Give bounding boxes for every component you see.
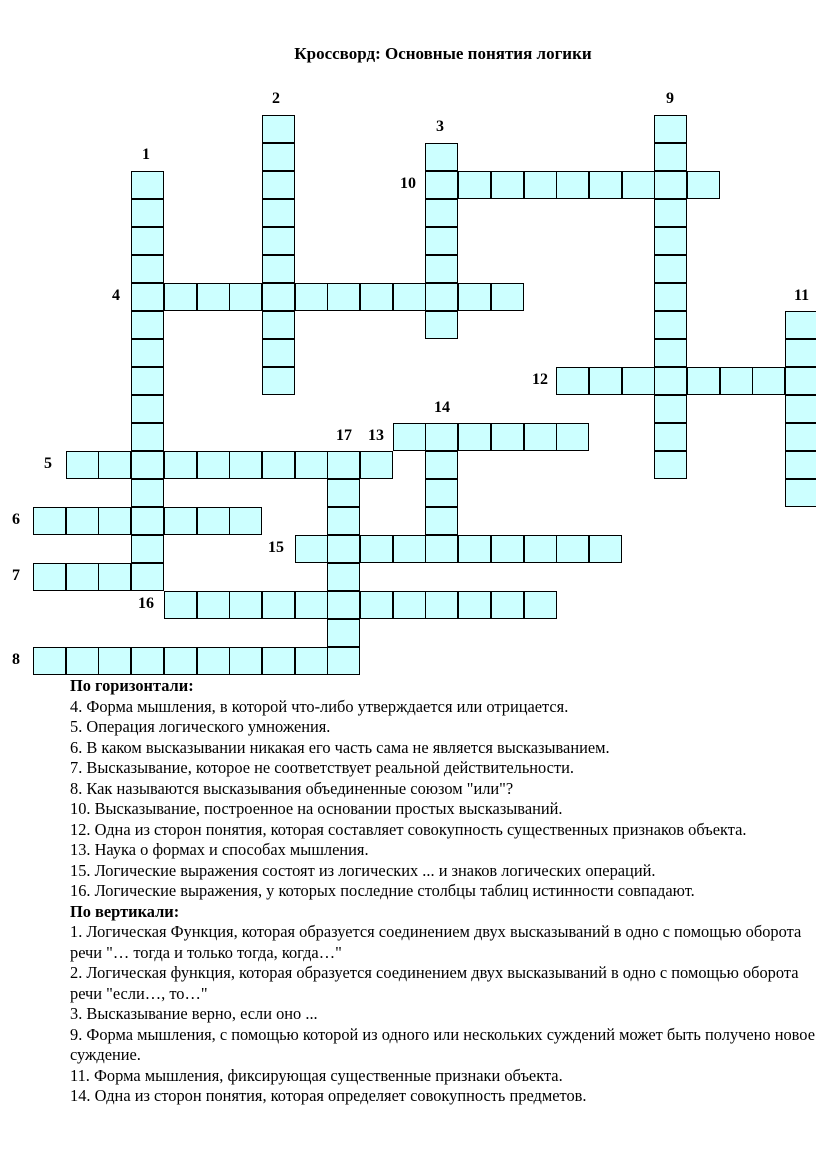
crossword-cell-across-7[interactable] bbox=[33, 563, 66, 591]
clue-down-9: 9. Форма мышления, с помощью которой из одного или нескольких суждений может быть получено новое суждение. bbox=[70, 1024, 815, 1064]
crossword-cell-across-12[interactable] bbox=[622, 367, 655, 395]
clue-number-9: 9 bbox=[666, 90, 674, 107]
crossword-cell-across-13[interactable] bbox=[524, 423, 557, 451]
clue-down-3: 3. Высказывание верно, если оно ... bbox=[70, 1004, 318, 1023]
crossword-cell-across-8[interactable] bbox=[164, 647, 197, 675]
crossword-cell-down-1[interactable] bbox=[131, 535, 164, 563]
crossword-cell-down-1[interactable] bbox=[131, 227, 164, 255]
crossword-cell-down-1[interactable] bbox=[131, 479, 164, 507]
clues-section bbox=[70, 676, 816, 1107]
crossword-cell-down-2[interactable] bbox=[262, 227, 295, 255]
crossword-cell-across-4[interactable] bbox=[164, 283, 197, 311]
clue-across-15: 15. Логические выражения состоят из логических ... и знаков логических операций. bbox=[70, 860, 656, 880]
clue-across-16: 16. Логические выражения, у которых последние столбцы таблиц истинности совпадают. bbox=[70, 881, 695, 900]
crossword-cell-across-4[interactable] bbox=[197, 283, 230, 311]
crossword-cell-down-3[interactable] bbox=[425, 199, 458, 227]
clue-across-4: 4. Форма мышления, в которой что-либо утверждается или отрицается. bbox=[70, 696, 569, 716]
crossword-cell-across-12[interactable] bbox=[752, 367, 785, 395]
crossword-cell-down-17[interactable] bbox=[327, 563, 360, 591]
crossword-cell-across-10[interactable] bbox=[687, 171, 720, 199]
crossword-cell-across-16[interactable] bbox=[262, 591, 295, 619]
clue-down-1: 1. Логическая Функция, которая образуется соединением двух высказываний в одно с помощью оборота речи "… тогда и только тогда, когда…" bbox=[70, 922, 802, 962]
crossword-cell-down-2[interactable] bbox=[262, 283, 295, 311]
clue-number-4: 4 bbox=[112, 287, 120, 304]
crossword-cell-across-4[interactable] bbox=[295, 283, 328, 311]
crossword-cell-across-6[interactable] bbox=[229, 507, 262, 535]
crossword-cell-across-15[interactable] bbox=[295, 535, 328, 563]
crossword-cell-across-7[interactable] bbox=[131, 563, 164, 591]
crossword-cell-across-16[interactable] bbox=[360, 591, 393, 619]
crossword-cell-across-10[interactable] bbox=[556, 171, 589, 199]
crossword-cell-down-9[interactable] bbox=[654, 171, 687, 199]
crossword-cell-down-1[interactable] bbox=[131, 199, 164, 227]
crossword-cell-down-14[interactable] bbox=[425, 423, 458, 451]
clue-across-10: 10. Высказывание, построенное на основании простых высказываний. bbox=[70, 799, 563, 818]
crossword-cell-across-8[interactable] bbox=[66, 647, 99, 675]
crossword-cell-down-17[interactable] bbox=[327, 535, 360, 563]
clue-across-7: 7. Высказывание, которое не соответствует реальной действительности. bbox=[70, 758, 574, 777]
crossword-cell-across-8[interactable] bbox=[197, 647, 230, 675]
crossword-cell-across-5[interactable] bbox=[98, 451, 131, 479]
clue-number-3: 3 bbox=[436, 118, 444, 135]
clue-across-12: 12. Одна из сторон понятия, которая составляет совокупность существенных признаков объекта. bbox=[70, 819, 747, 839]
crossword-cell-down-2[interactable] bbox=[262, 367, 295, 395]
crossword-cell-across-10[interactable] bbox=[589, 171, 622, 199]
crossword-cell-down-9[interactable] bbox=[654, 255, 687, 283]
crossword-cell-down-17[interactable] bbox=[327, 451, 360, 479]
crossword-cell-down-1[interactable] bbox=[131, 311, 164, 339]
crossword-cell-across-8[interactable] bbox=[98, 647, 131, 675]
crossword-cell-across-10[interactable] bbox=[458, 171, 491, 199]
crossword-title: Кроссворд: Основные понятия логики bbox=[294, 44, 592, 63]
crossword-cell-down-11[interactable] bbox=[785, 367, 816, 395]
crossword-cell-down-11[interactable] bbox=[785, 479, 816, 507]
crossword-cell-across-15[interactable] bbox=[524, 535, 557, 563]
crossword-cell-down-1[interactable] bbox=[131, 171, 164, 199]
crossword-cell-across-16[interactable] bbox=[491, 591, 524, 619]
crossword-cell-across-12[interactable] bbox=[687, 367, 720, 395]
crossword-cell-down-14[interactable] bbox=[425, 507, 458, 535]
clue-down-11: 11. Форма мышления, фиксирующая существенные признаки объекта. bbox=[70, 1065, 563, 1085]
crossword-cell-across-4[interactable] bbox=[458, 283, 491, 311]
crossword-cell-across-4[interactable] bbox=[327, 283, 360, 311]
crossword-cell-across-4[interactable] bbox=[491, 283, 524, 311]
crossword-cell-across-13[interactable] bbox=[393, 423, 426, 451]
crossword-cell-across-16[interactable] bbox=[229, 591, 262, 619]
crossword-cell-down-2[interactable] bbox=[262, 143, 295, 171]
crossword-cell-across-7[interactable] bbox=[66, 563, 99, 591]
clue-across-8: 8. Как называются высказывания объединенные союзом "или"? bbox=[70, 778, 514, 798]
down-heading: По вертикали: bbox=[70, 901, 180, 921]
crossword-cell-across-10[interactable] bbox=[524, 171, 557, 199]
crossword-cell-down-3[interactable] bbox=[425, 311, 458, 339]
crossword-cell-down-1[interactable] bbox=[131, 507, 164, 535]
crossword-cell-across-13[interactable] bbox=[458, 423, 491, 451]
crossword-cell-across-15[interactable] bbox=[360, 535, 393, 563]
crossword-cell-down-11[interactable] bbox=[785, 395, 816, 423]
clue-number-2: 2 bbox=[272, 90, 280, 107]
crossword-cell-down-9[interactable] bbox=[654, 143, 687, 171]
crossword-cell-down-9[interactable] bbox=[654, 227, 687, 255]
crossword-cell-across-8[interactable] bbox=[131, 647, 164, 675]
crossword-cell-down-3[interactable] bbox=[425, 171, 458, 199]
across-heading: По горизонтали: bbox=[70, 676, 194, 695]
crossword-cell-across-4[interactable] bbox=[360, 283, 393, 311]
crossword-cell-across-12[interactable] bbox=[720, 367, 753, 395]
crossword-cell-across-5[interactable] bbox=[66, 451, 99, 479]
crossword-cell-across-16[interactable] bbox=[164, 591, 197, 619]
crossword-cell-across-16[interactable] bbox=[458, 591, 491, 619]
crossword-cell-across-10[interactable] bbox=[622, 171, 655, 199]
crossword-cell-down-9[interactable] bbox=[654, 311, 687, 339]
crossword-cell-across-5[interactable] bbox=[229, 451, 262, 479]
crossword-cell-across-6[interactable] bbox=[164, 507, 197, 535]
crossword-cell-across-8[interactable] bbox=[295, 647, 328, 675]
crossword-cell-down-11[interactable] bbox=[785, 423, 816, 451]
crossword-cell-down-9[interactable] bbox=[654, 367, 687, 395]
crossword-cell-across-16[interactable] bbox=[197, 591, 230, 619]
crossword-cell-down-11[interactable] bbox=[785, 311, 816, 339]
crossword-cell-down-9[interactable] bbox=[654, 451, 687, 479]
clue-number-16: 16 bbox=[138, 595, 154, 612]
crossword-cell-down-3[interactable] bbox=[425, 227, 458, 255]
clue-number-15: 15 bbox=[268, 539, 284, 556]
clue-number-6: 6 bbox=[12, 511, 20, 528]
crossword-cell-across-6[interactable] bbox=[33, 507, 66, 535]
clue-across-13: 13. Наука о формах и способах мышления. bbox=[70, 840, 369, 859]
clue-number-5: 5 bbox=[44, 455, 52, 472]
crossword-cell-down-2[interactable] bbox=[262, 171, 295, 199]
crossword-cell-across-13[interactable] bbox=[556, 423, 589, 451]
crossword-cell-across-6[interactable] bbox=[98, 507, 131, 535]
crossword-cell-down-1[interactable] bbox=[131, 367, 164, 395]
crossword-cell-across-15[interactable] bbox=[589, 535, 622, 563]
crossword-cell-down-3[interactable] bbox=[425, 143, 458, 171]
crossword-cell-across-10[interactable] bbox=[491, 171, 524, 199]
crossword-cell-across-12[interactable] bbox=[589, 367, 622, 395]
clue-number-1: 1 bbox=[142, 146, 150, 163]
crossword-cell-across-15[interactable] bbox=[556, 535, 589, 563]
clue-number-12: 12 bbox=[532, 371, 548, 388]
crossword-cell-down-1[interactable] bbox=[131, 283, 164, 311]
crossword-cell-across-5[interactable] bbox=[295, 451, 328, 479]
crossword-cell-across-16[interactable] bbox=[295, 591, 328, 619]
crossword-cell-down-11[interactable] bbox=[785, 451, 816, 479]
crossword-cell-down-1[interactable] bbox=[131, 395, 164, 423]
crossword-cell-across-12[interactable] bbox=[556, 367, 589, 395]
clue-number-17: 17 bbox=[336, 427, 352, 444]
crossword-cell-across-5[interactable] bbox=[262, 451, 295, 479]
crossword-cell-down-1[interactable] bbox=[131, 451, 164, 479]
crossword-cell-down-17[interactable] bbox=[327, 647, 360, 675]
crossword-cell-down-14[interactable] bbox=[425, 451, 458, 479]
clue-across-6: 6. В каком высказывании никакая его часть сама не является высказыванием. bbox=[70, 737, 610, 757]
crossword-cell-down-2[interactable] bbox=[262, 199, 295, 227]
crossword-cell-across-5[interactable] bbox=[197, 451, 230, 479]
crossword-cell-across-13[interactable] bbox=[491, 423, 524, 451]
clue-number-11: 11 bbox=[794, 287, 810, 304]
crossword-cell-down-3[interactable] bbox=[425, 255, 458, 283]
crossword-cell-down-9[interactable] bbox=[654, 339, 687, 367]
crossword-cell-across-16[interactable] bbox=[524, 591, 557, 619]
clue-across-5: 5. Операция логического умножения. bbox=[70, 717, 331, 736]
clue-number-13: 13 bbox=[368, 427, 384, 444]
crossword-cell-across-6[interactable] bbox=[197, 507, 230, 535]
crossword-cell-across-15[interactable] bbox=[458, 535, 491, 563]
clue-down-14: 14. Одна из сторон понятия, которая определяет совокупность предметов. bbox=[70, 1086, 587, 1105]
crossword-cell-down-9[interactable] bbox=[654, 423, 687, 451]
clue-number-7: 7 bbox=[12, 567, 20, 584]
crossword-cell-across-4[interactable] bbox=[393, 283, 426, 311]
crossword-cell-down-17[interactable] bbox=[327, 507, 360, 535]
crossword-cell-down-2[interactable] bbox=[262, 311, 295, 339]
crossword-cell-down-9[interactable] bbox=[654, 199, 687, 227]
crossword-cell-across-16[interactable] bbox=[425, 591, 458, 619]
crossword-cell-down-17[interactable] bbox=[327, 479, 360, 507]
crossword-cell-down-9[interactable] bbox=[654, 115, 687, 143]
clue-number-14: 14 bbox=[434, 399, 450, 416]
crossword-cell-down-2[interactable] bbox=[262, 255, 295, 283]
crossword-cell-down-11[interactable] bbox=[785, 339, 816, 367]
crossword-cell-across-4[interactable] bbox=[229, 283, 262, 311]
crossword-cell-down-2[interactable] bbox=[262, 115, 295, 143]
crossword-cell-across-8[interactable] bbox=[33, 647, 66, 675]
crossword-cell-down-17[interactable] bbox=[327, 591, 360, 619]
crossword-cell-down-14[interactable] bbox=[425, 479, 458, 507]
crossword-cell-down-3[interactable] bbox=[425, 283, 458, 311]
crossword-cell-down-9[interactable] bbox=[654, 283, 687, 311]
crossword-cell-across-6[interactable] bbox=[66, 507, 99, 535]
crossword-cell-down-1[interactable] bbox=[131, 339, 164, 367]
crossword-cell-down-1[interactable] bbox=[131, 423, 164, 451]
crossword-cell-across-15[interactable] bbox=[425, 535, 458, 563]
clue-down-2: 2. Логическая функция, которая образуется соединением двух высказываний в одно с помощью оборота речи "если…, то…" bbox=[70, 963, 799, 1003]
crossword-cell-down-2[interactable] bbox=[262, 339, 295, 367]
crossword-cell-across-15[interactable] bbox=[393, 535, 426, 563]
crossword-cell-across-8[interactable] bbox=[262, 647, 295, 675]
crossword-cell-across-8[interactable] bbox=[229, 647, 262, 675]
crossword-cell-across-5[interactable] bbox=[360, 451, 393, 479]
clue-number-8: 8 bbox=[12, 651, 20, 668]
crossword-cell-across-5[interactable] bbox=[164, 451, 197, 479]
crossword-cell-down-1[interactable] bbox=[131, 255, 164, 283]
crossword-cell-across-15[interactable] bbox=[491, 535, 524, 563]
crossword-cell-across-16[interactable] bbox=[393, 591, 426, 619]
clue-number-10: 10 bbox=[400, 175, 416, 192]
crossword-cell-across-7[interactable] bbox=[98, 563, 131, 591]
crossword-cell-down-17[interactable] bbox=[327, 619, 360, 647]
crossword-cell-down-9[interactable] bbox=[654, 395, 687, 423]
